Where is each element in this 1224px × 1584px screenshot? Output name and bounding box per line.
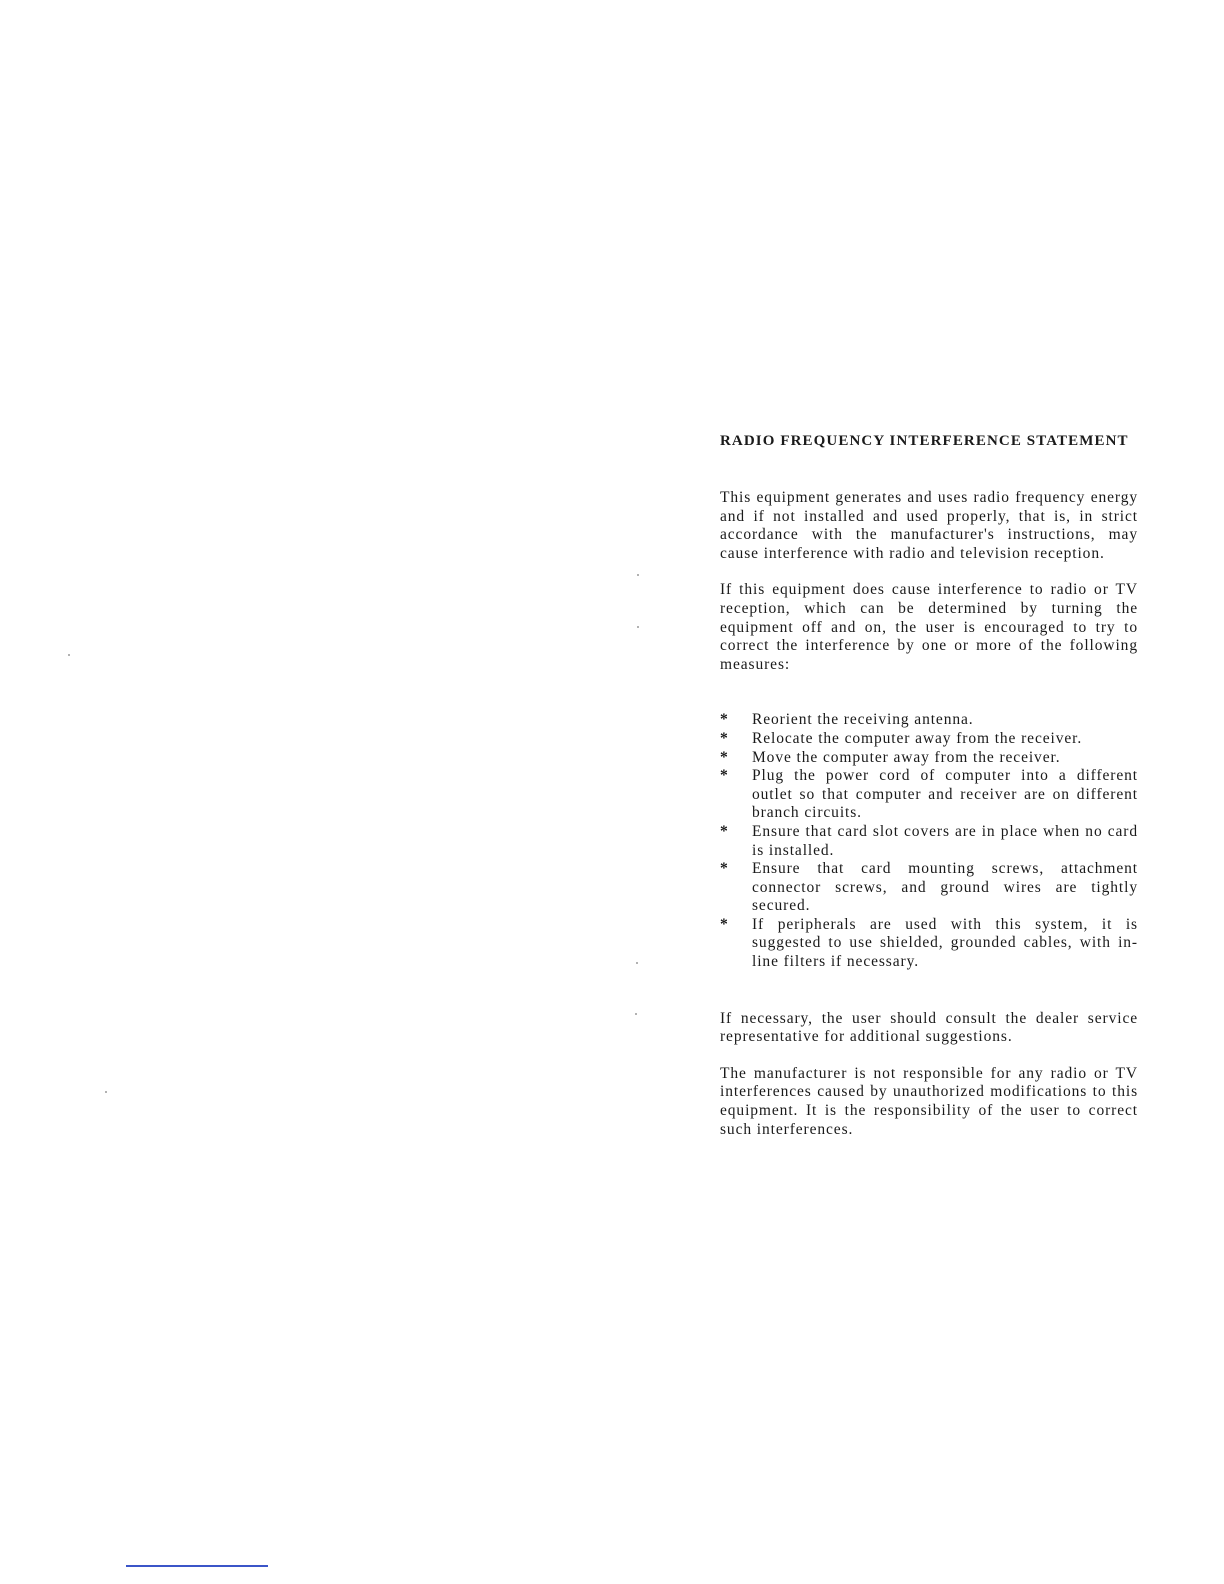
scan-speck [105, 1091, 107, 1093]
dealer-paragraph: If necessary, the user should consult the dealer service representative for additional suggestions. [720, 1009, 1138, 1046]
bullet-asterisk: * [720, 748, 729, 766]
rfi-statement [720, 431, 1138, 1157]
measure-text: Reorient the receiving antenna. [752, 711, 974, 729]
measure-text: Plug the power cord of computer into a different outlet so that computer and receiver are on different branch circuits. [752, 767, 1138, 822]
measure-text: Ensure that card slot covers are in place when no card is installed. [752, 822, 1138, 859]
measures-intro-paragraph: If this equipment does cause interference to radio or TV reception, which can be determined by turning the equipment off and on, the user is encouraged to try to correct the interference by one or more of the following measures: [720, 581, 1138, 673]
measure-item [720, 860, 1138, 916]
intro-paragraph: This equipment generates and uses radio frequency energy and if not installed and used properly, that is, in strict accordance with the manufacturer's instructions, may cause interference with radio and television reception. [720, 489, 1138, 562]
measure-text: If peripherals are used with this system, it is suggested to use shielded, grounded cables, with in-line filters if necessary. [752, 915, 1138, 971]
bottom-rule [126, 1565, 268, 1567]
bullet-asterisk: * [720, 860, 729, 878]
measure-item [720, 916, 1138, 972]
scan-speck [637, 574, 639, 576]
scan-speck [635, 1013, 637, 1015]
responsibility-paragraph: The manufacturer is not responsible for any radio or TV interferences caused by unauthorized modifications to this equipment. It is the responsibility of the user to correct such interferences. [720, 1064, 1138, 1138]
measure-item [720, 711, 1138, 730]
scan-speck [636, 962, 638, 964]
scan-speck [637, 626, 639, 628]
scan-speck [68, 654, 70, 656]
bullet-asterisk: * [720, 729, 729, 747]
measure-item [720, 767, 1138, 823]
measure-item [720, 823, 1138, 860]
measure-text: Relocate the computer away from the receiver. [752, 729, 1083, 747]
bullet-asterisk: * [720, 711, 729, 729]
statement-title: RADIO FREQUENCY INTERFERENCE STATEMENT [720, 433, 1129, 449]
measure-item [720, 730, 1138, 749]
measure-text: Ensure that card mounting screws, attachment connector screws, and ground wires are tightly secured. [752, 860, 1138, 915]
bullet-asterisk: * [720, 822, 729, 840]
measure-item [720, 749, 1138, 768]
bullet-asterisk: * [720, 915, 729, 933]
measure-text: Move the computer away from the receiver. [752, 748, 1061, 766]
measures-list [720, 711, 1138, 971]
bullet-asterisk: * [720, 767, 729, 785]
